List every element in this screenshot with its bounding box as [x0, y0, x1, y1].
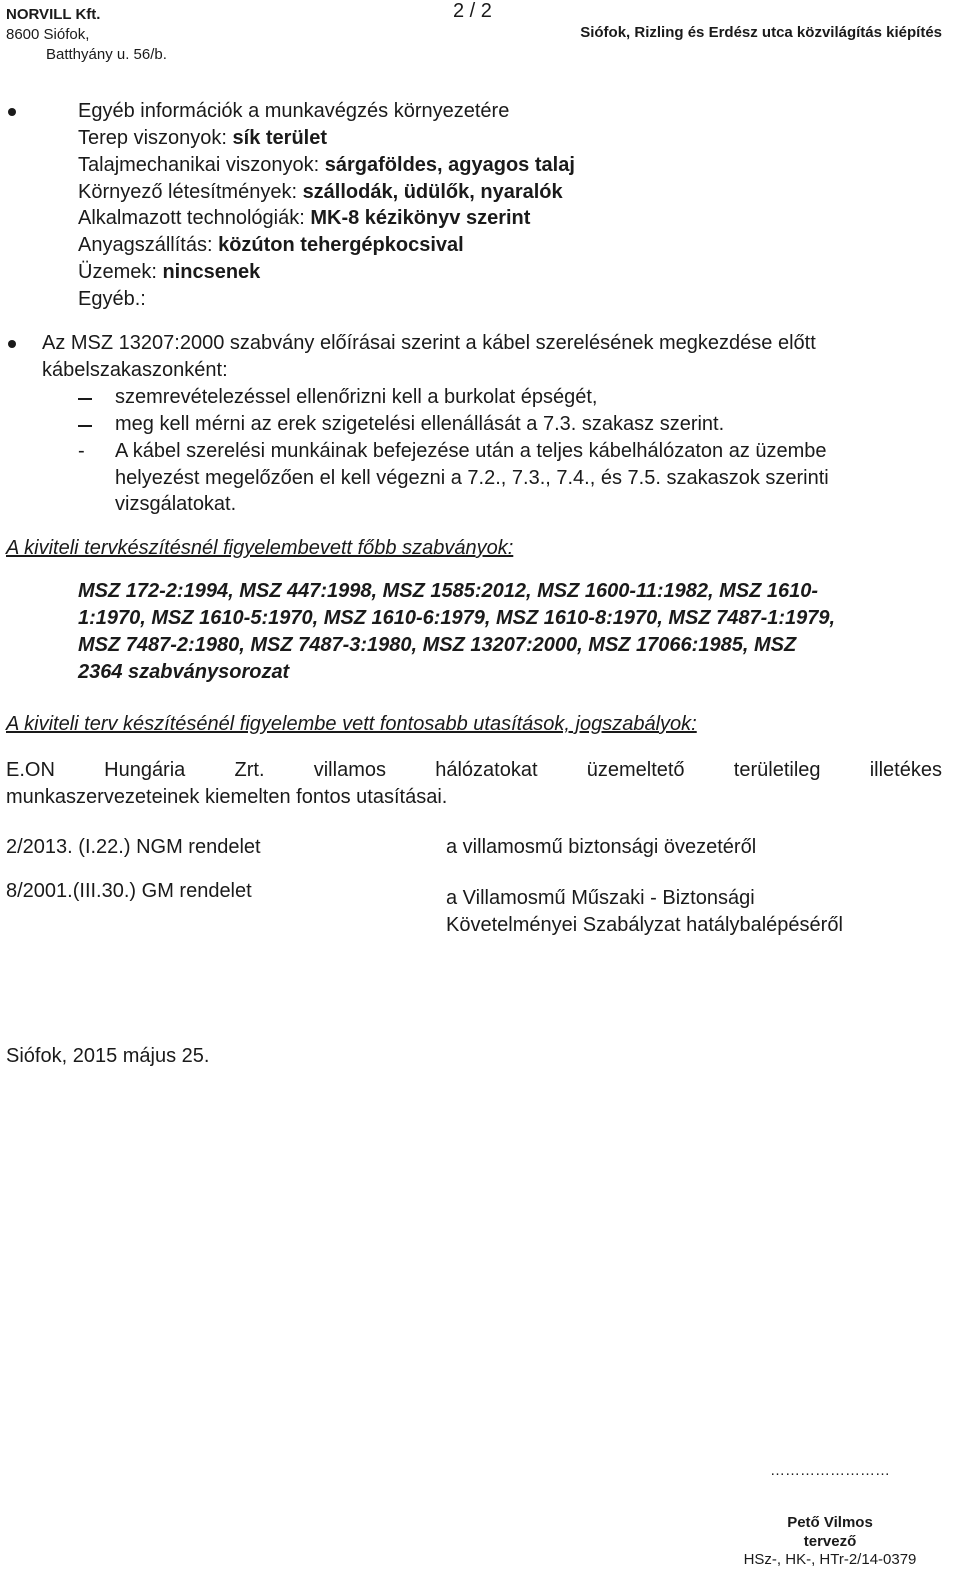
msz-item3-marker: -: [78, 440, 85, 462]
env-row: Talajmechanikai viszonyok: sárgaföldes, agyagos talaj: [78, 154, 575, 176]
bullet-icon: [8, 108, 16, 116]
env-info-heading: Egyéb információk a munkavégzés környezetére: [78, 100, 510, 122]
designer-license: HSz-, HK-, HTr-2/14-0379: [743, 1551, 917, 1568]
company-address-line2: Batthyány u. 56/b.: [46, 46, 167, 63]
env-row: Terep viszonyok: sík terület: [78, 127, 327, 149]
regulation-code: 8/2001.(III.30.) GM rendelet: [6, 880, 252, 902]
regulation-code: 2/2013. (I.22.) NGM rendelet: [6, 836, 261, 858]
standards-line: 1:1970, MSZ 1610-5:1970, MSZ 1610-6:1979, MSZ 1610-8:1970, MSZ 7487-1:1979,: [78, 607, 836, 629]
msz-item3-line3: vizsgálatokat.: [115, 493, 237, 515]
msz-intro-line1: Az MSZ 13207:2000 szabvány előírásai szerint a kábel szerelésének megkezdése előtt: [42, 332, 816, 354]
env-row: Környező létesítmények: szállodák, üdülők, nyaralók: [78, 181, 563, 203]
company-name: NORVILL Kft.: [6, 6, 101, 23]
msz-item1: szemrevételezéssel ellenőrizni kell a burkolat épségét,: [115, 386, 598, 408]
standards-line: 2364 szabványsorozat: [78, 661, 290, 683]
dash-icon: [78, 425, 92, 427]
signature-line: ……………………: [770, 1462, 890, 1479]
env-row: Alkalmazott technológiák: MK-8 kézikönyv szerint: [78, 207, 531, 229]
msz-intro-line2: kábelszakaszonként:: [42, 359, 228, 381]
msz-item2: meg kell mérni az erek szigetelési ellenállását a 7.3. szakasz szerint.: [115, 413, 725, 435]
page-number: 2 / 2: [453, 0, 492, 22]
designer-name: Pető Vilmos: [787, 1514, 873, 1531]
regulations-heading: A kiviteli terv készítésénél figyelembe vett fontosabb utasítások, jogszabályok:: [6, 713, 697, 735]
eon-line1: E.ON Hungária Zrt. villamos hálózatokat üzemeltető területileg illetékes: [6, 759, 942, 781]
standards-line: MSZ 7487-2:1980, MSZ 7487-3:1980, MSZ 13207:2000, MSZ 17066:1985, MSZ: [78, 634, 797, 656]
regulation-desc: Követelményei Szabályzat hatálybalépéséről: [446, 914, 843, 936]
env-row: Anyagszállítás: közúton tehergépkocsival: [78, 234, 464, 256]
env-row: Egyéb.:: [78, 288, 146, 310]
regulation-desc: a Villamosmű Műszaki - Biztonsági: [446, 887, 755, 909]
env-row: Üzemek: nincsenek: [78, 261, 261, 283]
regulation-desc: a villamosmű biztonsági övezetéről: [446, 836, 757, 858]
msz-item3-line2: helyezést megelőzően el kell végezni a 7.2., 7.3., 7.4., és 7.5. szakaszok szerinti: [115, 467, 829, 489]
date-place: Siófok, 2015 május 25.: [6, 1045, 210, 1067]
eon-line2: munkaszervezeteinek kiemelten fontos utasításai.: [6, 786, 448, 808]
msz-item3-line1: A kábel szerelési munkáinak befejezése után a teljes kábelhálózaton az üzembe: [115, 440, 827, 462]
dash-icon: [78, 398, 92, 400]
designer-role: tervező: [803, 1533, 857, 1550]
project-title: Siófok, Rizling és Erdész utca közvilágítás kiépítés: [580, 24, 942, 41]
company-address-line1: 8600 Siófok,: [6, 26, 90, 43]
bullet-icon: [8, 340, 16, 348]
standards-line: MSZ 172-2:1994, MSZ 447:1998, MSZ 1585:2012, MSZ 1600-11:1982, MSZ 1610-: [78, 580, 819, 602]
standards-heading: A kiviteli tervkészítésnél figyelembevett főbb szabványok:: [6, 537, 514, 559]
